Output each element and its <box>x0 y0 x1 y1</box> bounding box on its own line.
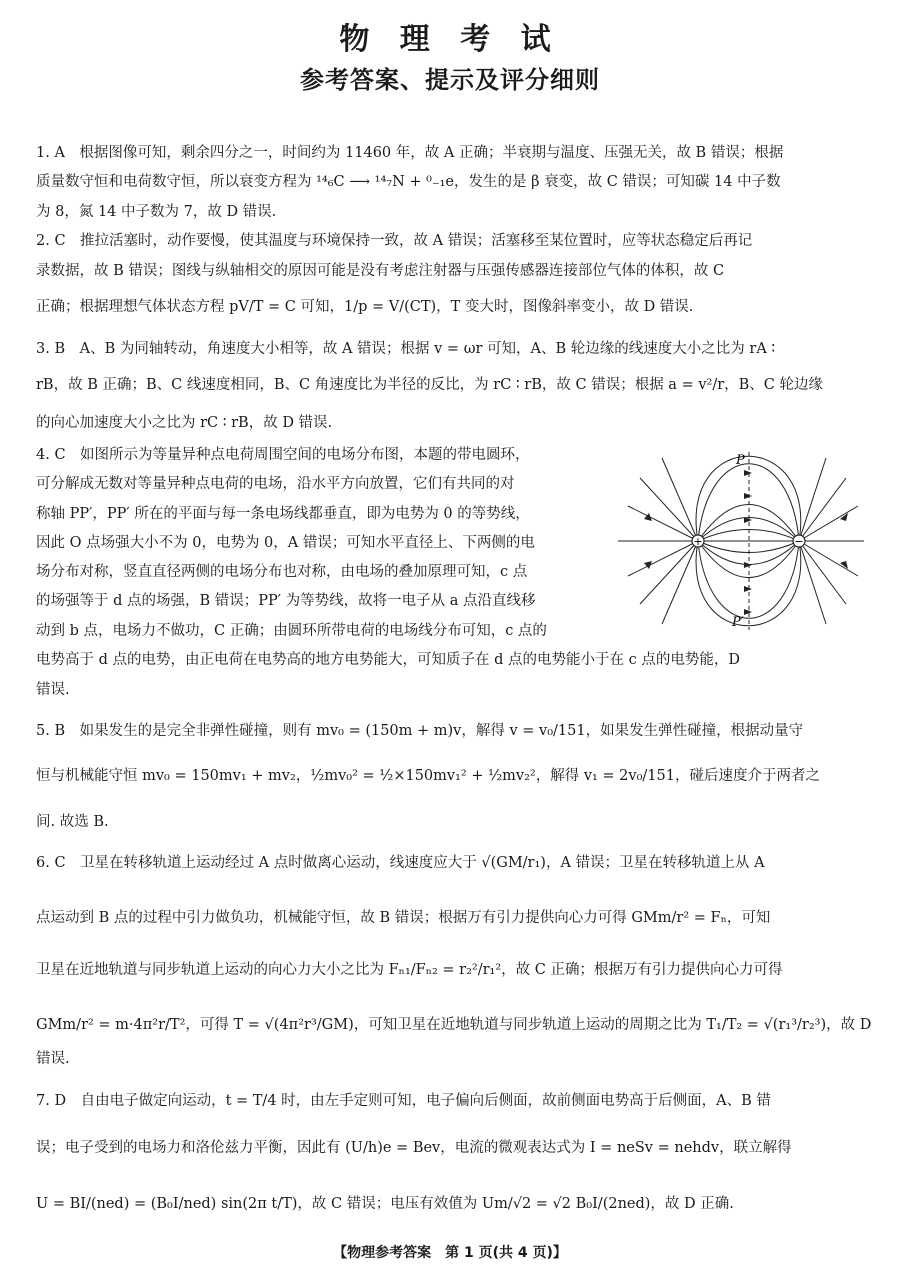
page-subtitle: 参考答案、提示及评分细则 <box>300 66 600 94</box>
answer-6-line-4: GMm/r² = m·4π²r/T²，可得 T = √(4π²r³/GM)，可知卫星在近地轨道与同步轨道上运动的周期之比为 T₁/T₂ = √(r₁³/r₂³)，故 D <box>36 1017 872 1033</box>
page-title: 物 理 考 试 <box>339 22 561 57</box>
answer-4-line-3: 称轴 PP′，PP′ 所在的平面与每一条电场线都垂直，即为电势为 0 的等势线， <box>36 506 530 522</box>
answer-1-line-1: 1. A 根据图像可知，剩余四分之一，时间约为 11460 年，故 A 正确；半衰期与温度、压强无关，故 B 错误；根据 <box>36 145 784 161</box>
answer-4-line-2: 可分解成无数对等量异种点电荷的电场，沿水平方向放置，它们有共同的对 <box>36 476 515 492</box>
answer-4-line-8: 电势高于 d 点的电势，由正电荷在电势高的地方电势能大，可知质子在 d 点的电势能小于在 c 点的电势能，D <box>36 652 740 668</box>
answer-3-line-2: rB，故 B 正确；B、C 线速度相同，B、C 角速度比为半径的反比，为 rC ∶ rB，故 C 错误；根据 a = v²/r，B、C 轮边缘 <box>36 377 824 393</box>
answer-5-line-2: 恒与机械能守恒 mv₀ = 150mv₁ + mv₂，½mv₀² = ½×150mv₁² + ½mv₂²，解得 v₁ = 2v₀/151，碰后速度介于两者之 <box>36 768 820 784</box>
answer-4-line-4: 因此 O 点场强大小不为 0，电势为 0，A 错误；可知水平直径上、下两侧的电 <box>36 535 535 551</box>
answer-1-line-3: 为 8，氮 14 中子数为 7，故 D 错误. <box>36 204 277 220</box>
answer-3-line-3: 的向心加速度大小之比为 rC ∶ rB，故 D 错误. <box>36 415 333 431</box>
negative-charge-label: − <box>794 535 804 548</box>
answer-4-line-1: 4. C 如图所示为等量异种点电荷周围空间的电场分布图，本题的带电圆环， <box>36 447 530 463</box>
label-p-prime: P′ <box>732 615 744 630</box>
electric-field-diagram <box>618 448 864 634</box>
answer-4-line-7: 动到 b 点，电场力不做功，C 正确；由圆环所带电荷的电场线分布可知，c 点的 <box>36 623 547 639</box>
page-footer: 【物理参考答案 第 1 页(共 4 页)】 <box>333 1245 567 1261</box>
answer-1-line-2: 质量数守恒和电荷数守恒，所以衰变方程为 ¹⁴₆C ⟶ ¹⁴₇N + ⁰₋₁e，发生的是 β 衰变，故 C 错误；可知碳 14 中子数 <box>36 174 781 190</box>
answer-2-line-1: 2. C 推拉活塞时，动作要慢，使其温度与环境保持一致，故 A 错误；活塞移至某位置时，应等状态稳定后再记 <box>36 233 753 249</box>
answer-6-line-2: 点运动到 B 点的过程中引力做负功，机械能守恒，故 B 错误；根据万有引力提供向心力可得 GMm/r² = Fₙ，可知 <box>36 910 771 926</box>
label-p: P <box>736 453 745 468</box>
answer-2-line-3: 正确；根据理想气体状态方程 pV/T = C 可知，1/p = V/(CT)，T 变大时，图像斜率变小，故 D 错误. <box>36 299 694 315</box>
answer-7-line-3: U = BI/(ned) = (B₀I/ned) sin(2π t/T)，故 C 错误；电压有效值为 Um/√2 = √2 B₀I/(2ned)，故 D 正确. <box>36 1196 734 1212</box>
answer-5-line-3: 间. 故选 B. <box>36 814 109 830</box>
answer-7-line-2: 误；电子受到的电场力和洛伦兹力平衡，因此有 (U/h)e = Bev，电流的微观表达式为 I = neSv = nehdv，联立解得 <box>36 1140 792 1156</box>
answer-6-line-5: 错误. <box>36 1051 70 1067</box>
answer-6-line-3: 卫星在近地轨道与同步轨道上运动的向心力大小之比为 Fₙ₁/Fₙ₂ = r₂²/r₁²，故 C 正确；根据万有引力提供向心力可得 <box>36 962 783 978</box>
answer-3-line-1: 3. B A、B 为同轴转动，角速度大小相等，故 A 错误；根据 v = ωr 可知，A、B 轮边缘的线速度大小之比为 rA ∶ <box>36 341 776 357</box>
answer-6-line-1: 6. C 卫星在转移轨道上运动经过 A 点时做离心运动，线速度应大于 √(GM/r₁)，A 错误；卫星在转移轨道上从 A <box>36 855 765 871</box>
answer-7-line-1: 7. D 自由电子做定向运动，t = T/4 时，由左手定则可知，电子偏向后侧面，故前侧面电势高于后侧面，A、B 错 <box>36 1093 771 1109</box>
answer-4-line-9: 错误. <box>36 682 70 698</box>
answer-5-line-1: 5. B 如果发生的是完全非弹性碰撞，则有 mv₀ = (150m + m)v，解得 v = v₀/151，如果发生弹性碰撞，根据动量守 <box>36 723 804 739</box>
answer-4-line-5: 场分布对称，竖直直径两侧的电场分布也对称，由电场的叠加原理可知，c 点 <box>36 564 528 580</box>
answer-4-line-6: 的场强等于 d 点的场强，B 错误；PP′ 为等势线，故将一电子从 a 点沿直线移 <box>36 593 536 609</box>
positive-charge-label: + <box>693 535 703 548</box>
answer-2-line-2: 录数据，故 B 错误；图线与纵轴相交的原因可能是没有考虑注射器与压强传感器连接部位气体的体积，故 C <box>36 263 725 279</box>
